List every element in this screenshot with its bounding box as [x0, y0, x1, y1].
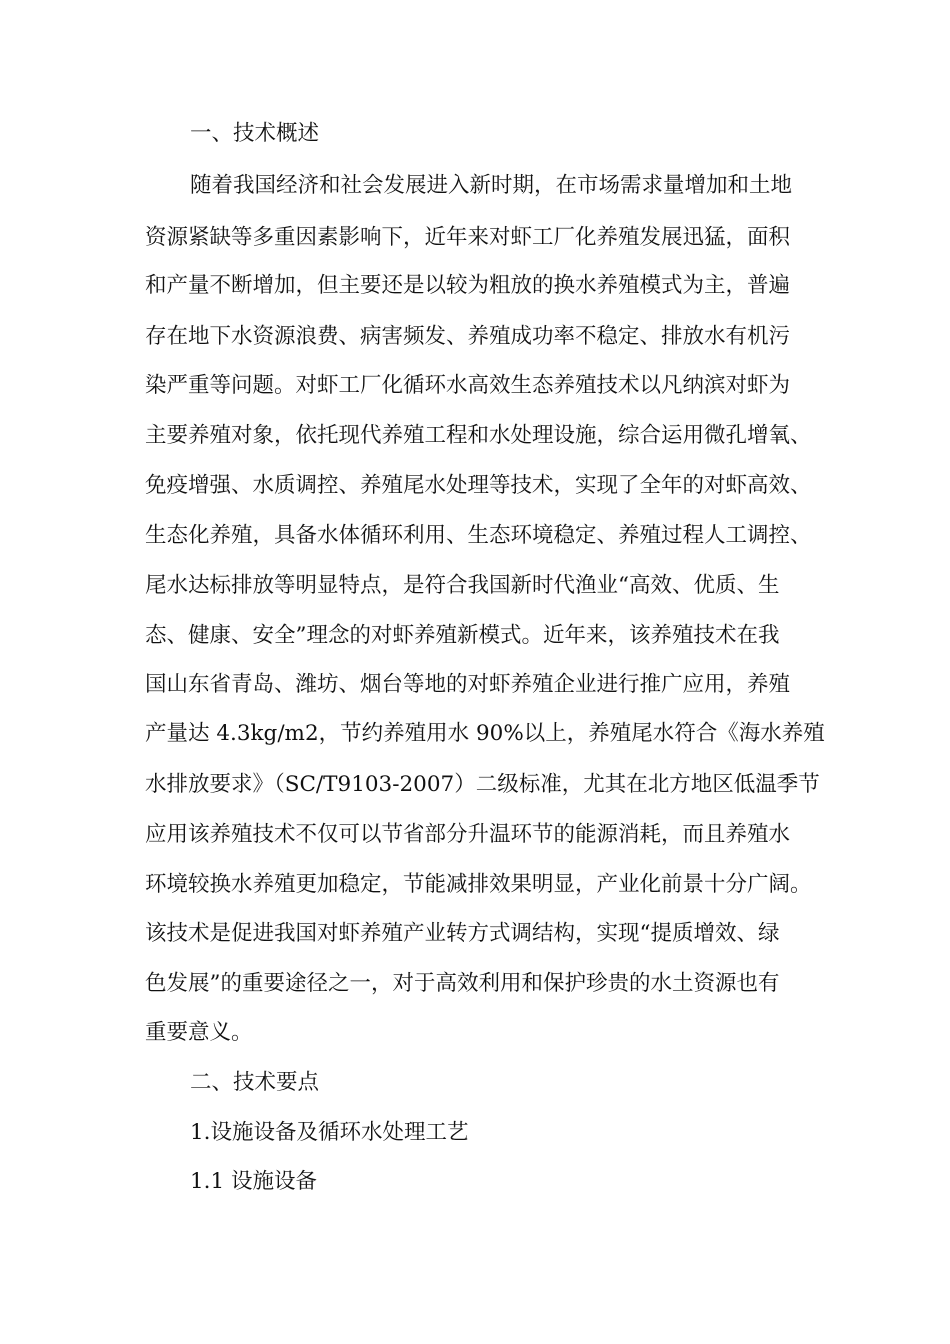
paragraph-line: 尾水达标排放等明显特点，是符合我国新时代渔业“高效、优质、生 — [145, 573, 780, 598]
paragraph-line: 随着我国经济和社会发展进入新时期，在市场需求量增加和土地 — [190, 173, 793, 198]
paragraph-line: 重要意义。 — [145, 1020, 253, 1045]
paragraph-line: 环境较换水养殖更加稳定，节能减排效果明显，产业化前景十分广阔。 — [145, 872, 812, 897]
paragraph-line: 资源紧缺等多重因素影响下，近年来对虾工厂化养殖发展迅猛，面积 — [145, 225, 791, 250]
subsection-heading-facilities-process: 1.设施设备及循环水处理工艺 — [190, 1120, 469, 1145]
paragraph-line: 免疫增强、水质调控、养殖尾水处理等技术，实现了全年的对虾高效、 — [145, 473, 812, 498]
paragraph-line: 产量达 4.3kg/m2，节约养殖用水 90%以上，养殖尾水符合《海水养殖 — [145, 721, 825, 746]
paragraph-line: 应用该养殖技术不仅可以节省部分升温环节的能源消耗，而且养殖水 — [145, 822, 791, 847]
paragraph-line: 国山东省青岛、潍坊、烟台等地的对虾养殖企业进行推广应用，养殖 — [145, 672, 791, 697]
paragraph-line: 水排放要求》（SC/T9103-2007）二级标准，尤其在北方地区低温季节 — [145, 772, 820, 797]
paragraph-line: 和产量不断增加，但主要还是以较为粗放的换水养殖模式为主，普遍 — [145, 273, 791, 298]
paragraph-line: 该技术是促进我国对虾养殖产业转方式调结构，实现“提质增效、绿 — [145, 921, 780, 946]
paragraph-line: 染严重等问题。对虾工厂化循环水高效生态养殖技术以凡纳滨对虾为 — [145, 373, 791, 398]
paragraph-line: 态、健康、安全”理念的对虾养殖新模式。近年来，该养殖技术在我 — [145, 623, 780, 648]
paragraph-line: 主要养殖对象，依托现代养殖工程和水处理设施，综合运用微孔增氧、 — [145, 423, 812, 448]
paragraph-line: 生态化养殖，具备水体循环利用、生态环境稳定、养殖过程人工调控、 — [145, 523, 812, 548]
paragraph-line: 色发展”的重要途径之一，对于高效利用和保护珍贵的水土资源也有 — [145, 971, 780, 996]
section-heading-key-points: 二、技术要点 — [190, 1070, 320, 1095]
section-heading-overview: 一、技术概述 — [190, 121, 320, 146]
subsection-heading-facilities: 1.1 设施设备 — [190, 1169, 318, 1194]
paragraph-line: 存在地下水资源浪费、病害频发、养殖成功率不稳定、排放水有机污 — [145, 324, 791, 349]
